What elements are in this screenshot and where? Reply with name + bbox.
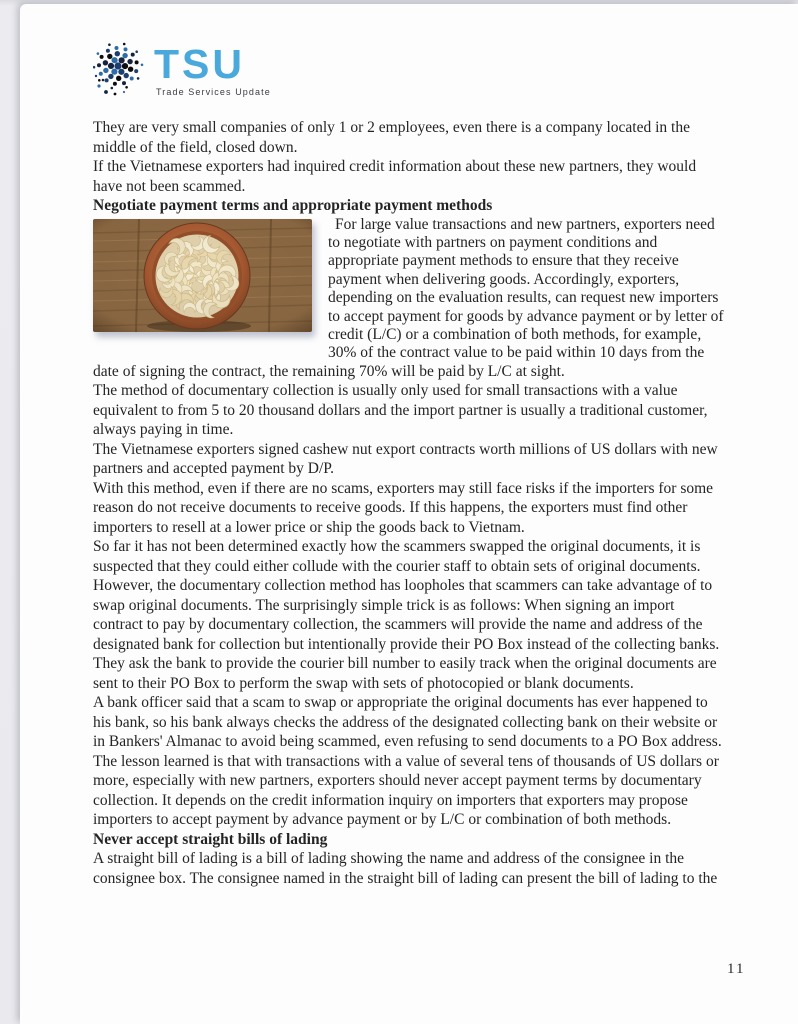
page-number: 11 [727,961,746,977]
paragraph-intro-1: They are very small companies of only 1 or 2 employees, even there is a company located in the middle of the field, closed down. [93,119,690,156]
paragraph-method-risks: With this method, even if there are no scams, exporters may still face risks if the importers for some reason do not receive documents to receive goods. If this happens, the exporters must find other importers to resell at a lower price or ship the goods back to Vietnam. [93,479,714,536]
cashew-bowl-photo [93,219,312,332]
logo-text-block [154,42,271,97]
heading-negotiate-payment: Negotiate payment terms and appropriate payment methods [93,197,493,214]
paragraph-straight-bill: A straight bill of lading is a bill of lading showing the name and address of the consignee in the consignee box. The consignee named in the straight bill of lading can present the bill of lading to the [93,850,718,887]
paragraph-however-loopholes: However, the documentary collection method has loopholes that scammers can take advantage of to swap original documents. The surprisingly simple trick is as follows: When signing an import contract to pay by documentary collection, the scammers will provide the name and address of the designated bank for collection but intentionally provide their PO Box instead of the collecting banks. They ask the bank to provide the courier bill number to easily track when the original documents are sent to their PO Box to perform the swap with sets of photocopied or blank documents. [93,577,720,692]
paragraph-so-far: So far it has not been determined exactly how the scammers swapped the original documents, it is suspected that they could either collude with the courier staff to obtain sets of original documents. [93,538,701,575]
paragraph-lesson-learned: The lesson learned is that with transactions with a value of several tens of thousands of US dollars or more, especially with new partners, exporters should never accept payment terms by documentary collection. It depends on the credit information inquiry on importers that exporters may propose importers to accept payment by advance payment or by L/C or combination of both methods. [93,752,719,829]
cashew-bowl-illustration [93,219,312,332]
paragraph-documentary-method: The method of documentary collection is usually only used for small transactions with a value equivalent to from 5 to 20 thousand dollars and the import partner is usually a traditional customer, always paying in time. [93,382,708,439]
heading-straight-bills: Never accept straight bills of lading [93,830,328,848]
paragraph-intro-2: If the Vietnamese exporters had inquired credit information about these new partners, they would have not been scammed. [93,158,697,195]
document-page [20,4,798,1024]
document-body [93,118,727,888]
paragraph-bank-officer: A bank officer said that a scam to swap or appropriate the original documents has ever happened to his bank, so his bank always checks the address of the designated collecting bank on their website or in Bankers' Almanac to avoid being scammed, even refusing to send documents to a PO Box address. [93,694,722,751]
logo-tagline: Trade Services Update [156,87,271,97]
paragraph-signed-contracts: The Vietnamese exporters signed cashew nut export contracts worth millions of US dollars with new partners and accepted payment by D/P. [93,440,718,478]
logo-wordmark: TSU [154,41,245,87]
paragraph-negotiate-body: For large value transactions and new partners, exporters need to negotiate with partners on payment conditions and appropriate payment methods to ensure that they receive payment when delivering goods. Accordingly, exporters, depending on the evaluation results, can request new importers to accept payment for goods by advance payment or by letter of credit (L/C) or a combination of both methods, for example, 30% of the contract value to be paid within 10 days from the date of signing the contract, the remaining 70% will be paid by L/C at sight. [93,215,724,380]
globe-network-icon [93,42,147,98]
tsu-logo [93,42,271,98]
